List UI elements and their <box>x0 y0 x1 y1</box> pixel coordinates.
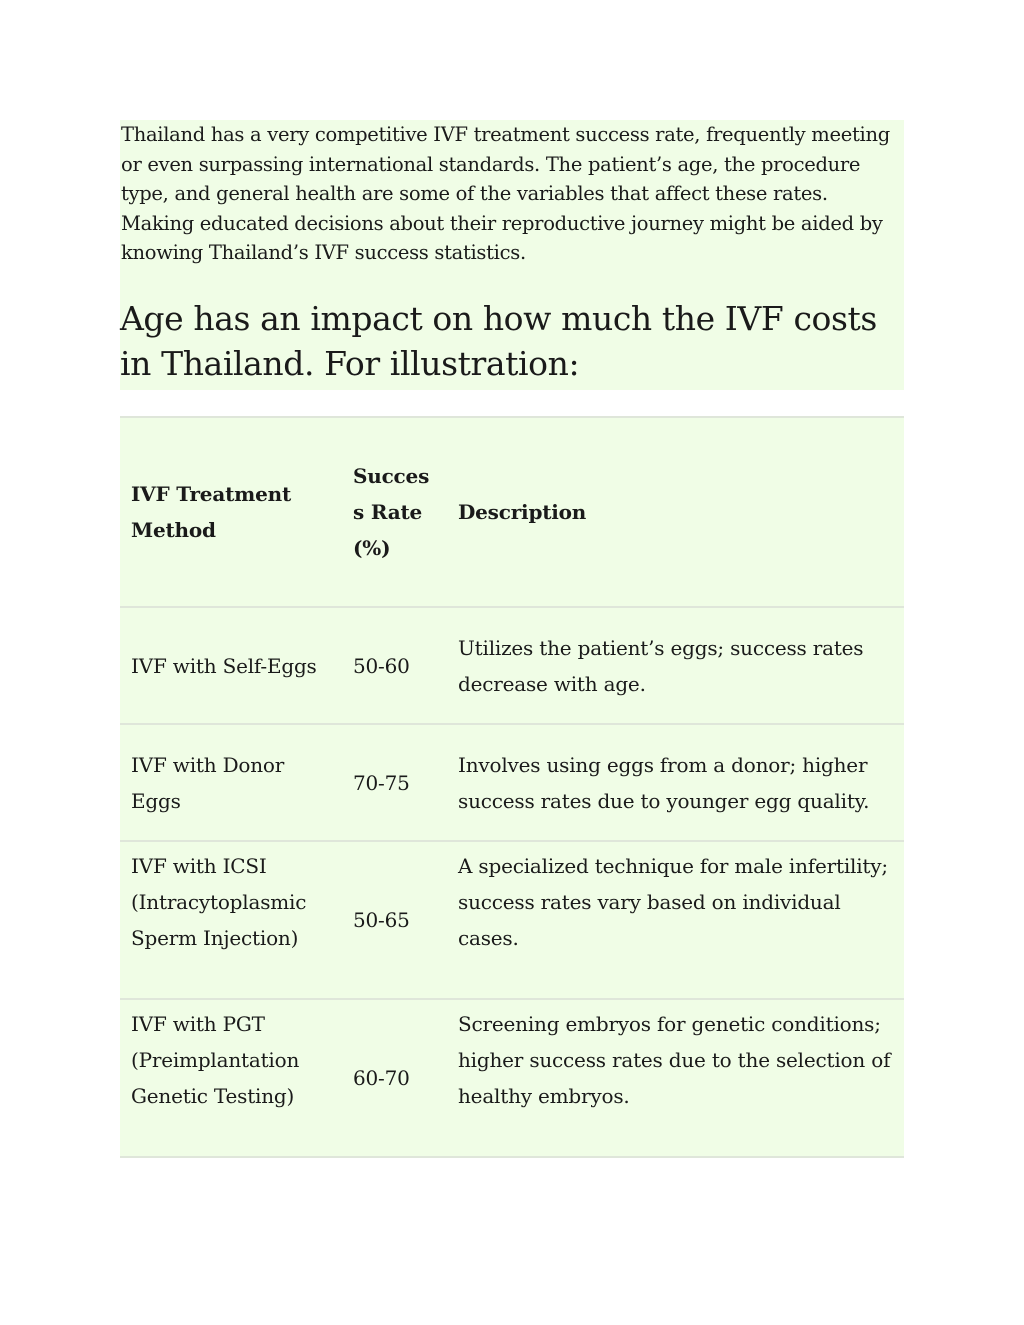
success-rate-table <box>120 416 904 1158</box>
rate-cell: 50-65 <box>347 841 446 999</box>
description-cell: Involves using eggs from a donor; higher success rates due to younger egg quality. <box>446 724 904 841</box>
table-row <box>120 999 904 1156</box>
header-success-rate: Success Rate (%) <box>353 464 430 560</box>
table-row <box>120 607 904 724</box>
rate-cell: 70-75 <box>347 724 446 841</box>
intro-block <box>120 120 904 390</box>
header-method: IVF Treatment Method <box>131 482 291 542</box>
rate-cell: 50-60 <box>347 607 446 724</box>
header-description: Description <box>458 500 587 524</box>
method-cell: IVF with ICSI (Intracytoplasmic Sperm Injection) <box>120 841 347 999</box>
table-row <box>120 841 904 999</box>
description-cell: Screening embryos for genetic conditions; higher success rates due to the selection of healthy embryos. <box>446 999 904 1156</box>
description-cell: Utilizes the patient’s eggs; success rates decrease with age. <box>446 607 904 724</box>
table-header-row <box>120 418 904 607</box>
rate-cell: 60-70 <box>347 999 446 1156</box>
description-cell: A specialized technique for male infertility; success rates vary based on individual cases. <box>446 841 904 999</box>
table-row <box>120 724 904 841</box>
section-heading: Age has an impact on how much the IVF costs in Thailand. For illustration: <box>120 299 877 383</box>
intro-paragraph: Thailand has a very competitive IVF treatment success rate, frequently meeting or even surpassing international standards. The patient’s age, the procedure type, and general health are some of the variables that affect these rates. Making educated decisions about their reproductive journey might be aided by knowing Thailand’s IVF success statistics. <box>121 123 890 264</box>
method-cell: IVF with Self-Eggs <box>120 607 347 724</box>
method-cell: IVF with Donor Eggs <box>120 724 347 841</box>
method-cell: IVF with PGT (Preimplantation Genetic Testing) <box>120 999 347 1156</box>
